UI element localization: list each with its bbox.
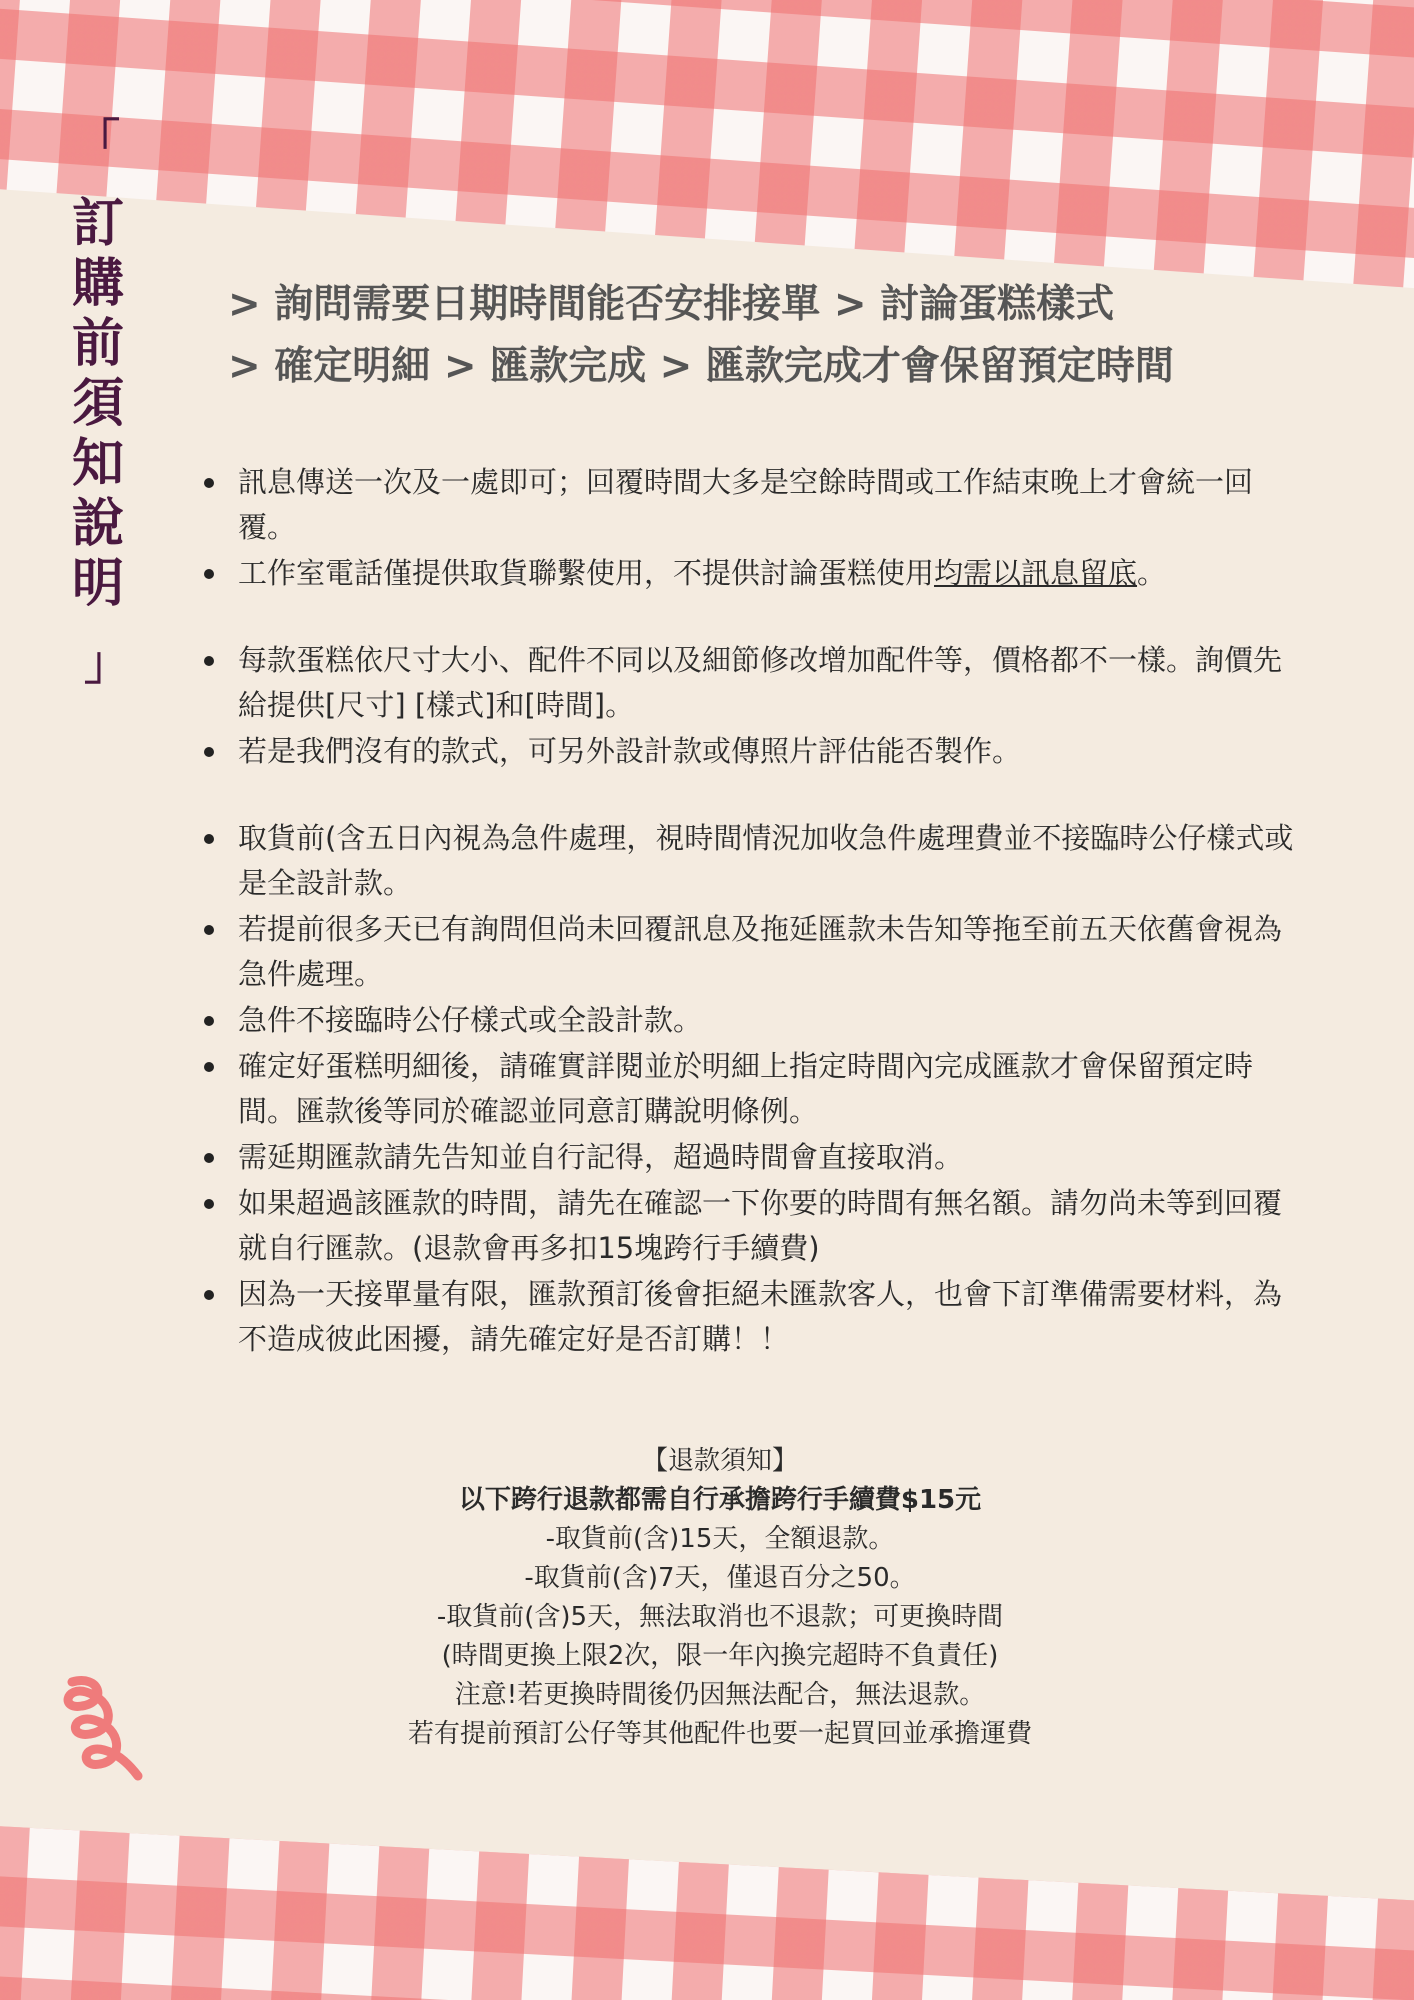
vertical-title [70,114,130,690]
list-item: 如果超過該匯款的時間，請先在確認一下你要的時間有無名額。請勿尚未等到回覆就自行匯款。(退款會再多扣15塊跨行手續費) [196,1181,1306,1271]
title-close-bracket: 」 [84,636,130,690]
refund-line: 若有提前預訂公仔等其他配件也要一起買回並承擔運費 [407,1719,1032,1749]
title-open-bracket: 「 [74,114,120,168]
refund-line: -取貨前(含)7天，僅退百分之50。 [524,1563,916,1593]
list-item-text: 工作室電話僅提供取貨聯繫使用，不提供討論蛋糕使用 [238,556,935,590]
notice-group-contact [196,460,1306,596]
list-item: 訊息傳送一次及一處即可；回覆時間大多是空餘時間或工作結束晚上才會統一回覆。 [196,460,1306,550]
list-item [196,551,1306,596]
order-flow-line-2: > 確定明細 > 匯款完成 > 匯款完成才會保留預定時間 [228,344,1174,389]
page-title: 訂購前須知說明 [71,194,124,614]
list-item: 取貨前(含五日內視為急件處理，視時間情況加收急件處理費並不接臨時公仔樣式或是全設計款。 [196,816,1306,906]
underlined-emphasis: 均需以訊息留底 [934,556,1138,590]
list-item-text-end: 。 [1137,556,1167,590]
list-item: 急件不接臨時公仔樣式或全設計款。 [196,998,1306,1043]
list-item: 確定好蛋糕明細後，請確實詳閱並於明細上指定時間內完成匯款才會保留預定時間。匯款後等同於確認並同意訂購說明條例。 [196,1044,1306,1134]
list-item: 每款蛋糕依尺寸大小、配件不同以及細節修改增加配件等，價格都不一樣。詢價先給提供[尺寸] [樣式]和[時間]。 [196,638,1306,728]
refund-line: -取貨前(含)15天，全額退款。 [545,1524,895,1554]
order-flow-line-1: > 詢問需要日期時間能否安排接單 > 討論蛋糕樣式 [228,282,1115,327]
refund-fee-note: 以下跨行退款都需自行承擔跨行手續費$15元 [458,1485,982,1515]
notice-list [196,460,1306,1404]
notice-group-urgent-payment [196,816,1306,1362]
gingham-border-top [0,0,1414,295]
refund-heading: 【退款須知】 [641,1446,798,1476]
refund-line: 注意!若更換時間後仍因無法配合，無法退款。 [454,1680,986,1710]
squiggle-icon [60,1672,150,1782]
list-item: 需延期匯款請先告知並自行記得，超過時間會直接取消。 [196,1135,1306,1180]
refund-line: -取貨前(含)5天，無法取消也不退款；可更換時間 [436,1602,1004,1632]
list-item: 若是我們沒有的款式，可另外設計款或傳照片評估能否製作。 [196,729,1306,774]
notice-group-pricing [196,638,1306,774]
list-item: 若提前很多天已有詢問但尚未回覆訊息及拖延匯款未告知等拖至前五天依舊會視為急件處理。 [196,907,1306,997]
order-flow [228,274,1348,398]
refund-line: (時間更換上限2次，限一年內換完超時不負責任) [441,1641,999,1671]
refund-policy [260,1442,1180,1754]
gingham-border-bottom [0,1820,1414,2000]
list-item: 因為一天接單量有限，匯款預訂後會拒絕未匯款客人，也會下訂準備需要材料，為不造成彼此困擾，請先確定好是否訂購！！ [196,1272,1306,1362]
